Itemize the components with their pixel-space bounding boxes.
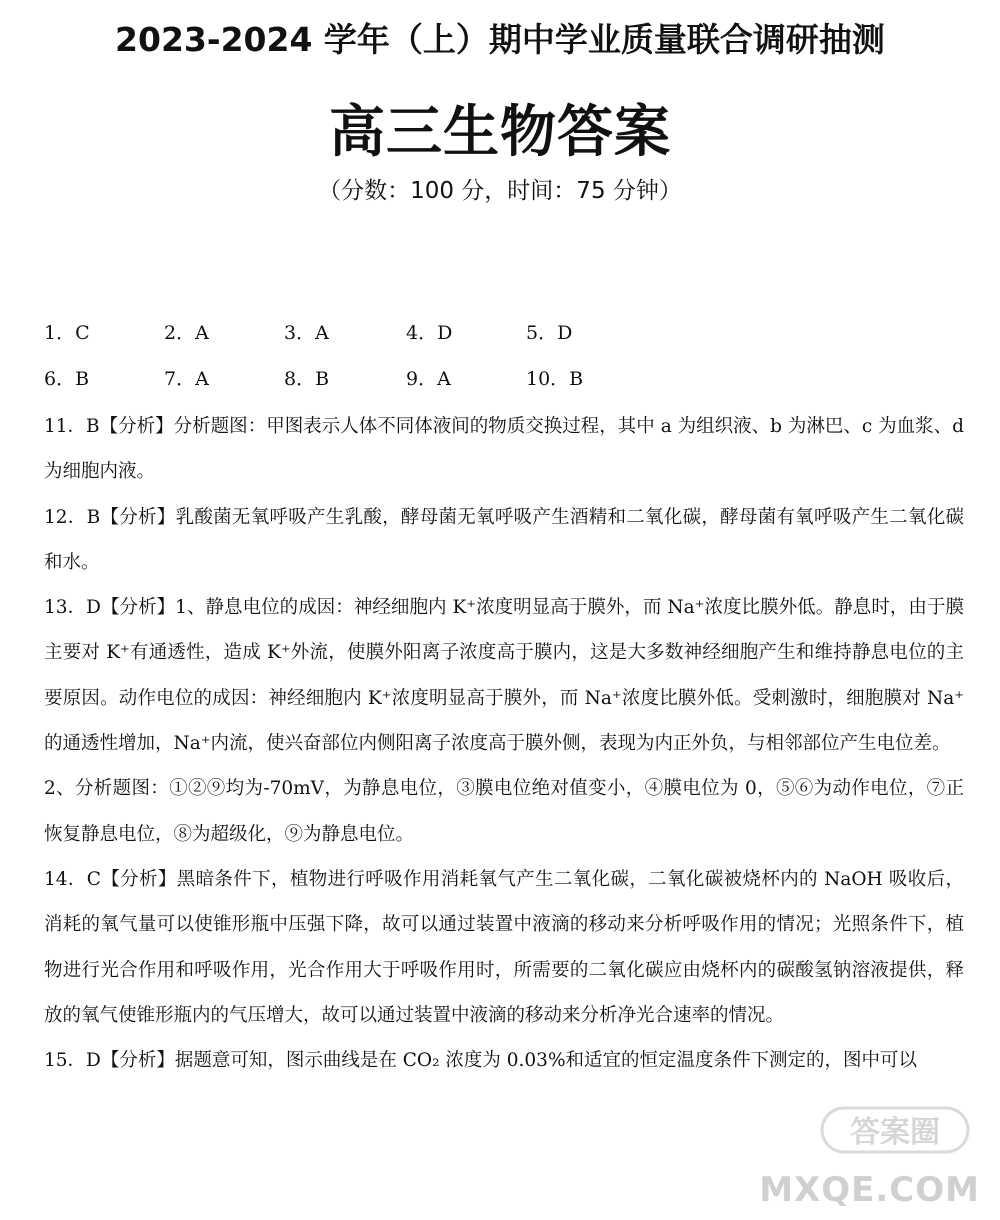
- explanation-q13-part1: 13．D【分析】1、静息电位的成因：神经细胞内 K⁺浓度明显高于膜外，而 Na⁺浓度比膜外低。静息时，由于膜主要对 K⁺有通透性，造成 K⁺外流，使膜外阳离子浓度高于膜内，这是大多数神经细胞产生和维持静息电位的主要原因。动作电位的成因：神经细胞内 K⁺浓度明显高于膜外，而 Na⁺浓度比膜外低。受刺激时，细胞膜对 Na⁺的通透性增加，Na⁺内流，使兴奋部位内侧阳离子浓度高于膜外侧，表现为内正外负，与相邻部位产生电位差。: [44, 597, 964, 755]
- answer-item: 5．D: [526, 322, 573, 344]
- answer-item: 6．B: [44, 368, 90, 390]
- answer-item: 7．A: [164, 368, 209, 390]
- answer-item: 2．A: [164, 322, 209, 344]
- explanation-q13-part2: 2、分析题图：①②⑨均为-70mV，为静息电位，③膜电位绝对值变小，④膜电位为 0，⑤⑥为动作电位，⑦正恢复静息电位，⑧为超级化，⑨为静息电位。: [44, 778, 964, 845]
- watermark-logo-text: 答案圈: [850, 1115, 940, 1150]
- answer-item: 3．A: [284, 322, 329, 344]
- answer-item: 10．B: [526, 368, 584, 390]
- answer-item: 9．A: [406, 368, 451, 390]
- site-watermark: [759, 1100, 980, 1210]
- document-title: 高三生物答案: [329, 100, 671, 165]
- answer-item: 1．C: [44, 322, 90, 344]
- explanation-q14: 14．C【分析】黑暗条件下，植物进行呼吸作用消耗氧气产生二氧化碳，二氧化碳被烧杯内的 NaOH 吸收后，消耗的氧气量可以使锥形瓶中压强下降，故可以通过装置中液滴的移动来分析呼吸作用的情况；光照条件下，植物进行光合作用和呼吸作用，光合作用大于呼吸作用时，所需要的二氧化碳应由烧杯内的碳酸氢钠溶液提供，释放的氧气使锥形瓶内的气压增大，故可以通过装置中液滴的移动来分析净光合速率的情况。: [44, 868, 964, 1026]
- answer-item: 4．D: [406, 322, 453, 344]
- score-time-subtitle: （分数：100 分，时间：75 分钟）: [318, 178, 682, 204]
- answer-item: 8．B: [284, 368, 330, 390]
- watermark-logo-icon: [820, 1100, 970, 1160]
- explanation-q11: 11．B【分析】分析题图：甲图表示人体不同体液间的物质交换过程，其中 a 为组织液、b 为淋巴、c 为血浆、d 为细胞内液。: [44, 416, 964, 483]
- exam-title: 2023-2024 学年（上）期中学业质量联合调研抽测: [115, 20, 885, 59]
- explanation-q15: 15．D【分析】据题意可知，图示曲线是在 CO₂ 浓度为 0.03%和适宜的恒定温度条件下测定的，图中可以: [44, 1050, 918, 1072]
- watermark-site-text: MXQE.COM: [759, 1170, 980, 1210]
- explanation-q12: 12．B【分析】乳酸菌无氧呼吸产生乳酸，酵母菌无氧呼吸产生酒精和二氧化碳，酵母菌有氧呼吸产生二氧化碳和水。: [44, 506, 964, 573]
- explanations: [44, 404, 964, 1083]
